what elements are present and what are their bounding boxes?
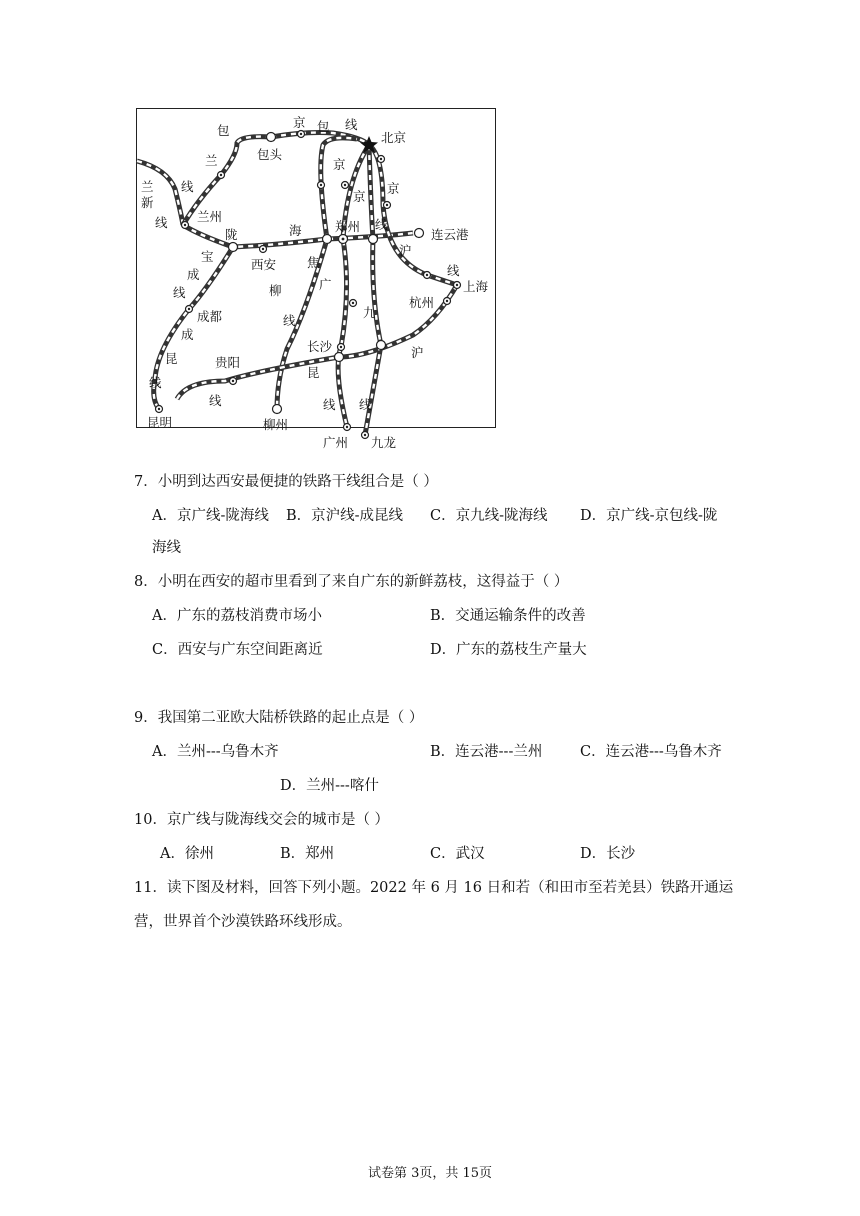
label-bao3: 宝 <box>201 249 214 264</box>
q11-stem-line2: 营，世界首个沙漠铁路环线形成。 <box>134 914 352 930</box>
station-zhuzhou <box>335 353 344 362</box>
label-lan-xin: 兰 <box>141 179 154 194</box>
q7-option-b[interactable]: B．京沪线-成昆线 <box>286 508 404 524</box>
label-xian-mid: 线 <box>375 217 388 232</box>
label-liu: 柳 <box>269 283 282 298</box>
q9-option-d[interactable]: D．兰州---喀什 <box>280 778 379 794</box>
label-liuzhou: 柳州 <box>263 417 289 432</box>
page-footer: 试卷第 3页，共 15页 <box>367 1166 493 1181</box>
label-baotou: 包头 <box>257 147 283 162</box>
label-shanghai: 上海 <box>463 279 489 294</box>
label-cheng2: 成 <box>181 327 194 342</box>
q10-option-d[interactable]: D．长沙 <box>580 846 636 862</box>
label-xin: 新 <box>141 195 154 210</box>
q7-option-d-cont: 海线 <box>152 540 181 556</box>
label-xian8: 线 <box>323 397 336 412</box>
label-chengdu: 成都 <box>197 309 223 324</box>
label-kun2: 昆 <box>307 365 320 380</box>
station-lianyungang <box>415 229 424 238</box>
label-guiyang: 贵阳 <box>215 355 241 370</box>
q10-option-c[interactable]: C．武汉 <box>430 846 485 862</box>
station-nanchang <box>377 341 386 350</box>
rail-jinghu <box>369 145 457 285</box>
station-xuzhou <box>369 235 378 244</box>
q8-option-a[interactable]: A．广东的荔枝消费市场小 <box>152 608 322 624</box>
q10-stem: 10．京广线与陇海线交会的城市是（ ） <box>134 812 390 828</box>
label-guangzhou: 广州 <box>323 435 349 450</box>
label-beijing: 北京 <box>381 130 407 145</box>
railway-map-svg <box>137 109 497 450</box>
q7-option-d[interactable]: D．京广线-京包线-陇 <box>580 508 718 524</box>
label-jiao: 焦 <box>307 255 320 270</box>
label-xian4: 线 <box>173 285 186 300</box>
label-xian1: 线 <box>181 179 194 194</box>
label-lanzhou: 兰州 <box>197 209 223 224</box>
station-baotou <box>267 133 276 142</box>
q10-option-a[interactable]: A．徐州 <box>160 846 214 862</box>
q11-stem-line1: 11．读下图及材料，回答下列小题。2022 年 6 月 16 日和若（和田市至若羌县）铁路开通运 <box>134 880 734 896</box>
label-xian7: 线 <box>209 393 222 408</box>
label-bao2: 包 <box>317 119 330 134</box>
label-xian5: 线 <box>283 313 296 328</box>
label-bao: 包 <box>217 123 230 138</box>
label-kun1: 昆 <box>165 351 178 366</box>
q9-option-c[interactable]: C．连云港---乌鲁木齐 <box>580 744 722 760</box>
q8-option-d[interactable]: D．广东的荔枝生产量大 <box>430 642 587 658</box>
label-xian2: 线 <box>155 215 168 230</box>
label-jing1: 京 <box>293 115 306 130</box>
label-xian-city: 西安 <box>251 257 277 272</box>
q9-option-b[interactable]: B．连云港---兰州 <box>430 744 543 760</box>
label-kunming: 昆明 <box>147 415 173 430</box>
label-xian3: 线 <box>345 117 358 132</box>
label-xian9: 线 <box>359 397 372 412</box>
label-hai: 海 <box>289 223 302 238</box>
q8-option-b[interactable]: B．交通运输条件的改善 <box>430 608 586 624</box>
q7-option-a[interactable]: A．京广线-陇海线 <box>152 508 269 524</box>
label-xian-hu: 线 <box>447 263 460 278</box>
label-lianyungang: 连云港 <box>431 227 469 242</box>
label-jiu: 九 <box>363 305 376 320</box>
label-cheng1: 成 <box>187 267 200 282</box>
label-hu1: 沪 <box>399 243 412 258</box>
label-lan-bao: 兰 <box>205 153 218 168</box>
q9-stem: 9．我国第二亚欧大陆桥铁路的起止点是（ ） <box>134 710 424 726</box>
label-hangzhou: 杭州 <box>409 295 435 310</box>
label-guang: 广 <box>319 277 332 292</box>
label-jiulong: 九龙 <box>371 435 397 450</box>
q7-stem: 7．小明到达西安最便捷的铁路干线组合是（ ） <box>134 474 438 490</box>
railway-map <box>136 108 496 450</box>
label-xian6: 线 <box>149 375 162 390</box>
label-zhengzhou: 郑州 <box>335 219 361 234</box>
q8-stem: 8．小明在西安的超市里看到了来自广东的新鲜荔枝，这得益于（ ） <box>134 574 569 590</box>
station-baoji <box>229 243 238 252</box>
label-long: 陇 <box>225 227 238 242</box>
label-jing-j: 京 <box>353 189 366 204</box>
q9-option-a[interactable]: A．兰州---乌鲁木齐 <box>152 744 279 760</box>
q10-option-b[interactable]: B．郑州 <box>280 846 335 862</box>
label-changsha: 长沙 <box>307 339 333 354</box>
station-liuzhou <box>273 405 282 414</box>
label-jing-h: 京 <box>387 181 400 196</box>
label-hu2: 沪 <box>411 345 424 360</box>
station-jiaozuo <box>323 235 332 244</box>
q7-option-c[interactable]: C．京九线-陇海线 <box>430 508 548 524</box>
label-jing-g1: 京 <box>333 157 346 172</box>
q8-option-c[interactable]: C．西安与广东空间距离近 <box>152 642 323 658</box>
